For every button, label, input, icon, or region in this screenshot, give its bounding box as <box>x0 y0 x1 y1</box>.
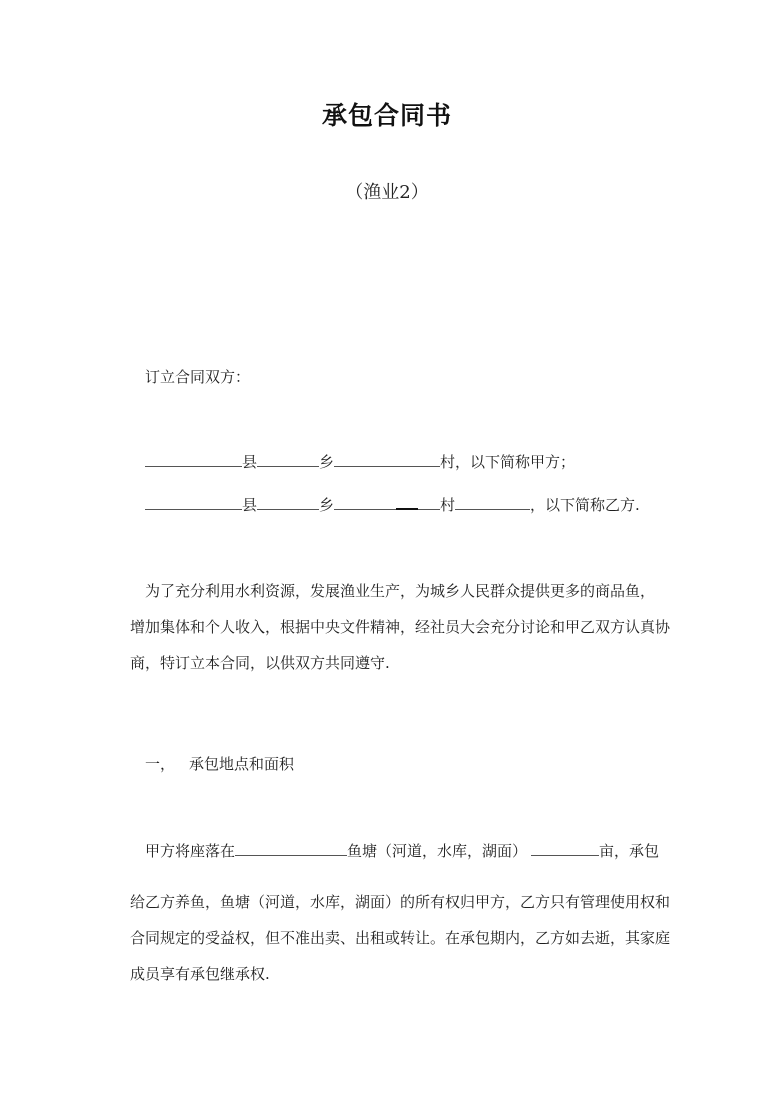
county-label-a: 县 <box>242 453 258 471</box>
party-a-line <box>145 451 575 473</box>
township-blank-a[interactable] <box>257 452 319 467</box>
section-1-line-1 <box>145 840 659 862</box>
township-label-a: 乡 <box>319 453 335 471</box>
county-blank-b[interactable] <box>145 495 242 510</box>
section-1-suffix: 亩，承包 <box>599 842 660 860</box>
village-blank-a[interactable] <box>334 452 440 467</box>
section-1-line-2: 给乙方养鱼，鱼塘（河道，水库，湖面）的所有权归甲方，乙方只有管理使用权和 <box>130 893 671 911</box>
area-blank[interactable] <box>531 841 599 856</box>
preamble-paragraph <box>130 580 671 688</box>
parties-intro: 订立合同双方： <box>145 368 251 386</box>
preamble-line-3: 商，特订立本合同，以供双方共同遵守. <box>130 654 390 672</box>
village-label-b: 村 <box>440 496 456 514</box>
section-1-prefix: 甲方将座落在 <box>145 842 236 860</box>
section-1-number: 一， <box>145 755 176 773</box>
underline-mark <box>396 508 418 510</box>
section-1-title: 承包地点和面积 <box>189 755 295 773</box>
name-blank-b[interactable] <box>455 495 530 510</box>
preamble-line-1: 为了充分利用水利资源，发展渔业生产，为城乡人民群众提供更多的商品鱼， <box>145 582 656 600</box>
preamble-line-2: 增加集体和个人收入，根据中央文件精神，经社员大会充分讨论和甲乙双方认真协 <box>130 618 671 636</box>
section-1-line-4: 成员享有承包继承权. <box>130 965 270 983</box>
township-label-b: 乡 <box>319 496 335 514</box>
county-blank-a[interactable] <box>145 452 242 467</box>
village-label-a: 村，以下简称甲方； <box>440 453 576 471</box>
document-title: 承包合同书 <box>321 101 452 130</box>
section-1-heading <box>145 753 294 775</box>
section-1-line-3: 合同规定的受益权，但不准出卖、出租或转让。在承包期内，乙方如去逝，其家庭 <box>130 929 671 947</box>
county-label-b: 县 <box>242 496 258 514</box>
document-subtitle: （渔业2） <box>345 182 429 203</box>
party-b-line <box>145 494 640 516</box>
party-b-suffix: ，以下简称乙方. <box>530 496 640 514</box>
village-blank-b[interactable] <box>334 495 440 510</box>
township-blank-b[interactable] <box>257 495 319 510</box>
section-1-middle: 鱼塘（河道，水库，湖面） <box>347 842 528 860</box>
section-1-paragraph <box>130 891 671 999</box>
location-blank[interactable] <box>235 841 347 856</box>
